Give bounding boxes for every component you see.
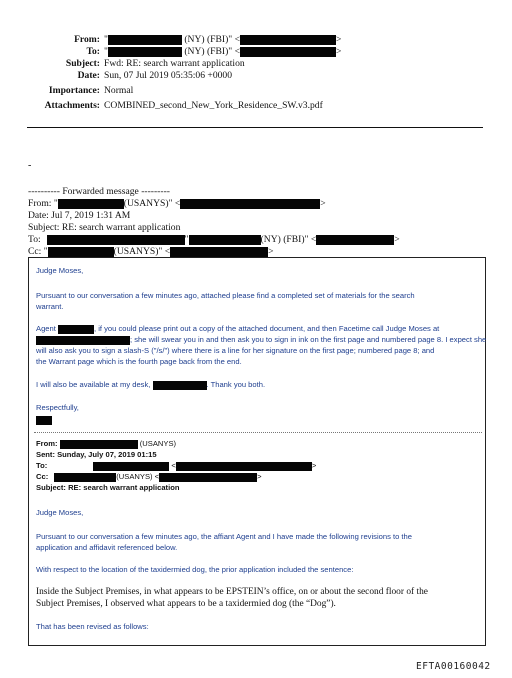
header-date-label: Date: bbox=[77, 70, 100, 81]
message1-para2-line1: Agent , if you could please print out a copy of the attached document, and then Facetime call Judge Moses at bbox=[36, 324, 440, 333]
redaction-block bbox=[108, 47, 182, 57]
stray-dash: - bbox=[28, 160, 32, 171]
forwarded-cc-row: Cc: " (USANYS)" < > bbox=[28, 246, 274, 257]
message2-para1-line2: application and affidavit referenced below. bbox=[36, 543, 178, 552]
header-attachments-label: Attachments: bbox=[44, 100, 100, 111]
message1-para2-line4: the Warrant page which is the fourth page back from the end. bbox=[36, 357, 242, 366]
redaction-block bbox=[180, 199, 320, 209]
header-divider bbox=[27, 127, 483, 128]
header-importance-row bbox=[0, 85, 512, 97]
header-to-label: To: bbox=[86, 46, 100, 57]
message2-quote-line1: Inside the Subject Premises, in what appears to be EPSTEIN’s office, on or about the second floor of the bbox=[36, 587, 428, 597]
redaction-block bbox=[93, 462, 169, 471]
message2-sent: Sent: Sunday, July 07, 2019 01:15 bbox=[36, 450, 157, 459]
redaction-block bbox=[108, 35, 182, 45]
redaction-block bbox=[47, 235, 185, 245]
message1-para1-line2: warrant. bbox=[36, 302, 64, 311]
redaction-block bbox=[170, 247, 268, 257]
bates-number: EFTA00160042 bbox=[416, 661, 491, 672]
redaction-block bbox=[176, 462, 312, 471]
header-importance-value: Normal bbox=[104, 85, 134, 96]
message2-subject: Subject: RE: search warrant application bbox=[36, 483, 180, 492]
header-subject-label: Subject: bbox=[65, 58, 100, 69]
redaction-block bbox=[240, 35, 336, 45]
redaction-block bbox=[54, 473, 116, 482]
header-date-value: Sun, 07 Jul 2019 05:35:06 +0000 bbox=[104, 70, 233, 81]
message1-para2-line3: will also ask you to sign a slash-S ("/s/") where there is a line for her signature on the first page; numbered page 8; and bbox=[36, 346, 435, 355]
header-date-row bbox=[0, 70, 512, 82]
forwarded-from-row: From: " (USANYS)" < > bbox=[28, 198, 326, 209]
message1-signature bbox=[36, 414, 52, 425]
redaction-block bbox=[240, 47, 336, 57]
redaction-block bbox=[60, 440, 138, 449]
message2-to-row: To: < > bbox=[36, 461, 317, 470]
forwarded-subject: Subject: RE: search warrant application bbox=[28, 222, 181, 233]
message2-para2: With respect to the location of the taxidermied dog, the prior application included the sentence: bbox=[36, 565, 354, 574]
redaction-block bbox=[48, 247, 114, 257]
header-importance-label: Importance: bbox=[48, 85, 100, 96]
message2-cc-row: Cc: (USANYS) < > bbox=[36, 472, 262, 481]
redaction-block bbox=[316, 235, 394, 245]
header-subject-row bbox=[0, 58, 512, 70]
header-attachments-row bbox=[0, 100, 512, 112]
message2-quote-line2: Subject Premises, I observed what appears to be a taxidermied dog (the “Dog”). bbox=[36, 599, 336, 609]
header-subject-value: Fwd: RE: search warrant application bbox=[104, 58, 245, 69]
message1-closing: Respectfully, bbox=[36, 403, 79, 412]
message2-para3: That has been revised as follows: bbox=[36, 622, 149, 631]
redaction-block bbox=[36, 416, 52, 425]
forwarded-to-row: To: " (NY) (FBI)" < > bbox=[28, 234, 400, 245]
message2-from-row: From: (USANYS) bbox=[36, 439, 177, 448]
message1-greeting: Judge Moses, bbox=[36, 266, 84, 275]
message2-para1-line1: Pursuant to our conversation a few minutes ago, the affiant Agent and I have made the following revisions to the bbox=[36, 532, 412, 541]
header-to-row: To: " (NY) (FBI)" < > bbox=[0, 46, 512, 58]
header-attachments-value[interactable]: COMBINED_second_New_York_Residence_SW.v3.pdf bbox=[104, 100, 323, 111]
message1-para1-line1: Pursuant to our conversation a few minutes ago, attached please find a completed set of materials for the search bbox=[36, 291, 415, 300]
message-separator bbox=[34, 432, 482, 433]
header-from-row: From: " (NY) (FBI)" < > bbox=[0, 34, 512, 46]
redaction-block bbox=[189, 235, 261, 245]
header-from-label: From: bbox=[74, 34, 100, 45]
message1-para3: I will also be available at my desk, . Thank you both. bbox=[36, 380, 266, 389]
message1-para2-line2: ; she will swear you in and then ask you to sign in ink on the first page and numbered page 8. I expect she bbox=[36, 334, 486, 345]
message2-greeting: Judge Moses, bbox=[36, 508, 84, 517]
redaction-block bbox=[153, 381, 207, 390]
forwarded-marker: ---------- Forwarded message --------- bbox=[28, 186, 170, 197]
redaction-block bbox=[159, 473, 257, 482]
forwarded-date: Date: Jul 7, 2019 1:31 AM bbox=[28, 210, 131, 221]
redaction-block bbox=[58, 325, 94, 334]
redaction-block bbox=[36, 336, 130, 345]
redaction-block bbox=[58, 199, 124, 209]
